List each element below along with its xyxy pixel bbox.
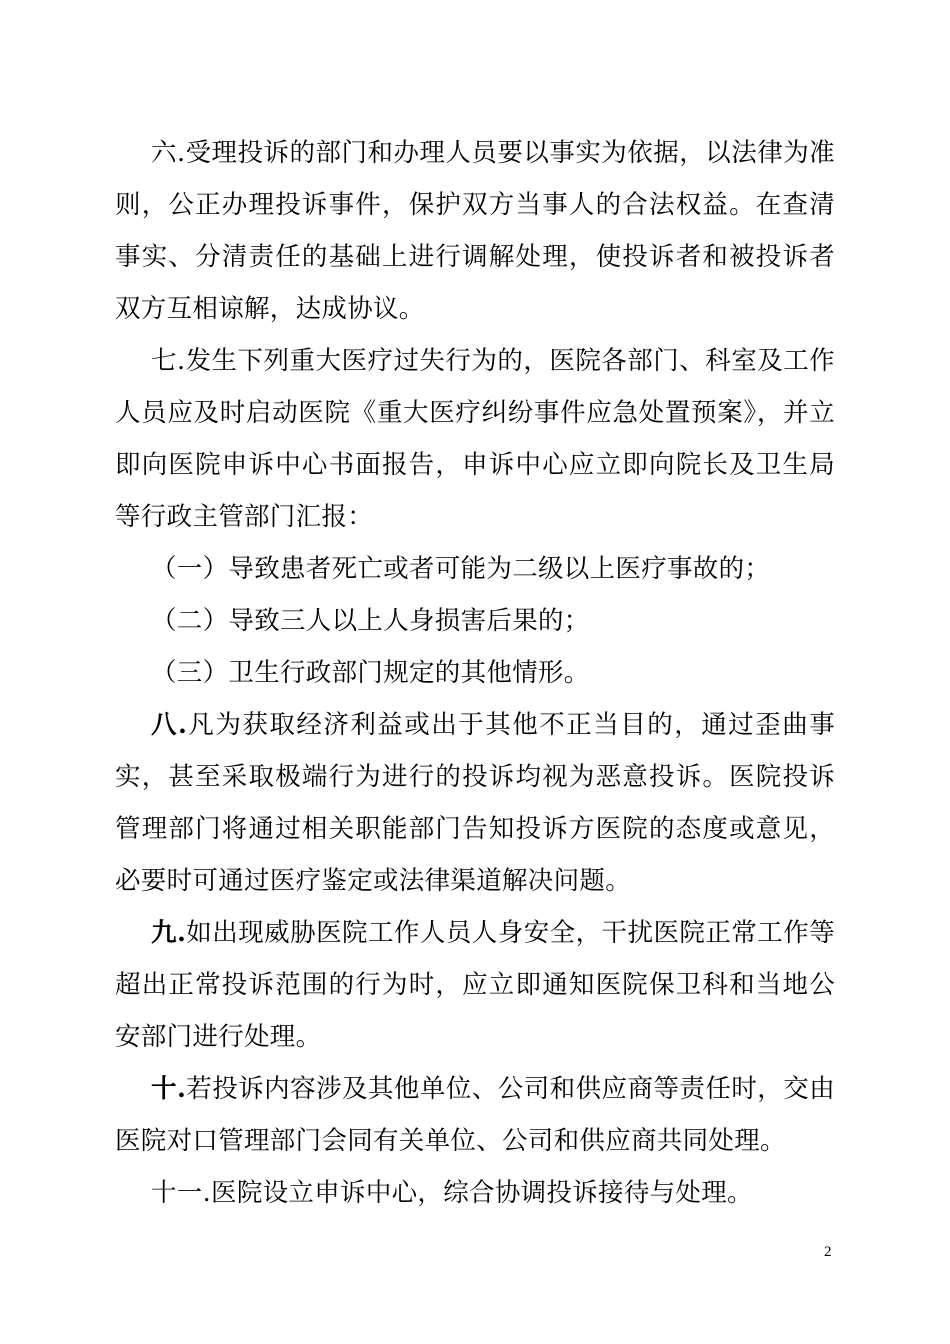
paragraph-7-item-2 bbox=[115, 595, 835, 647]
paragraph-7-number: 七. bbox=[151, 346, 186, 376]
page-number: 2 bbox=[824, 1244, 832, 1260]
paragraph-7-item-1-number: （一） bbox=[151, 554, 229, 584]
paragraph-6-number: 六. bbox=[151, 138, 186, 168]
paragraph-9-text: 如出现威胁医院工作人员人身安全，干扰医院正常工作等超出正常投诉范围的行为时，应立即通知医院保卫科和当地公安部门进行处理。 bbox=[115, 918, 835, 1052]
paragraph-7-item-2-text: 导致三人以上人身损害后果的； bbox=[228, 606, 590, 636]
paragraph-8-number: 八. bbox=[151, 710, 188, 740]
document-body bbox=[115, 127, 835, 1219]
paragraph-10-number: 十. bbox=[151, 1074, 187, 1104]
paragraph-8 bbox=[115, 699, 835, 907]
paragraph-10 bbox=[115, 1063, 835, 1167]
paragraph-7-text: 发生下列重大医疗过失行为的，医院各部门、科室及工作人员应及时启动医院《重大医疗纠纷事件应急处置预案》，并立即向医院申诉中心书面报告，申诉中心应立即向院长及卫生局等行政主管部门汇报： bbox=[115, 346, 835, 532]
paragraph-6-text: 受理投诉的部门和办理人员要以事实为依据，以法律为准则，公正办理投诉事件，保护双方当事人的合法权益。在查清事实、分清责任的基础上进行调解处理，使投诉者和被投诉者双方互相谅解，达成协议。 bbox=[115, 138, 835, 324]
paragraph-6 bbox=[115, 127, 835, 335]
paragraph-11-text: 医院设立申诉中心，综合协调投诉接待与处理。 bbox=[211, 1178, 753, 1208]
paragraph-7-item-1 bbox=[115, 543, 835, 595]
paragraph-7-item-3-number: （三） bbox=[151, 658, 229, 688]
paragraph-7-item-3-text: 卫生行政部门规定的其他情形。 bbox=[228, 658, 590, 688]
paragraph-7-item-1-text: 导致患者死亡或者可能为二级以上医疗事故的； bbox=[228, 554, 771, 584]
paragraph-9 bbox=[115, 907, 835, 1063]
paragraph-9-number: 九. bbox=[151, 918, 187, 948]
paragraph-7 bbox=[115, 335, 835, 543]
paragraph-8-text: 凡为获取经济利益或出于其他不正当目的，通过歪曲事实，甚至采取极端行为进行的投诉均视为恶意投诉。医院投诉管理部门将通过相关职能部门告知投诉方医院的态度或意见，必要时可通过医疗鉴定或法律渠道解决问题。 bbox=[115, 710, 835, 896]
paragraph-10-text: 若投诉内容涉及其他单位、公司和供应商等责任时，交由医院对口管理部门会同有关单位、公司和供应商共同处理。 bbox=[115, 1074, 835, 1156]
paragraph-7-item-3 bbox=[115, 647, 835, 699]
paragraph-11 bbox=[115, 1167, 835, 1219]
paragraph-7-item-2-number: （二） bbox=[151, 606, 229, 636]
paragraph-11-number: 十一. bbox=[151, 1178, 212, 1208]
